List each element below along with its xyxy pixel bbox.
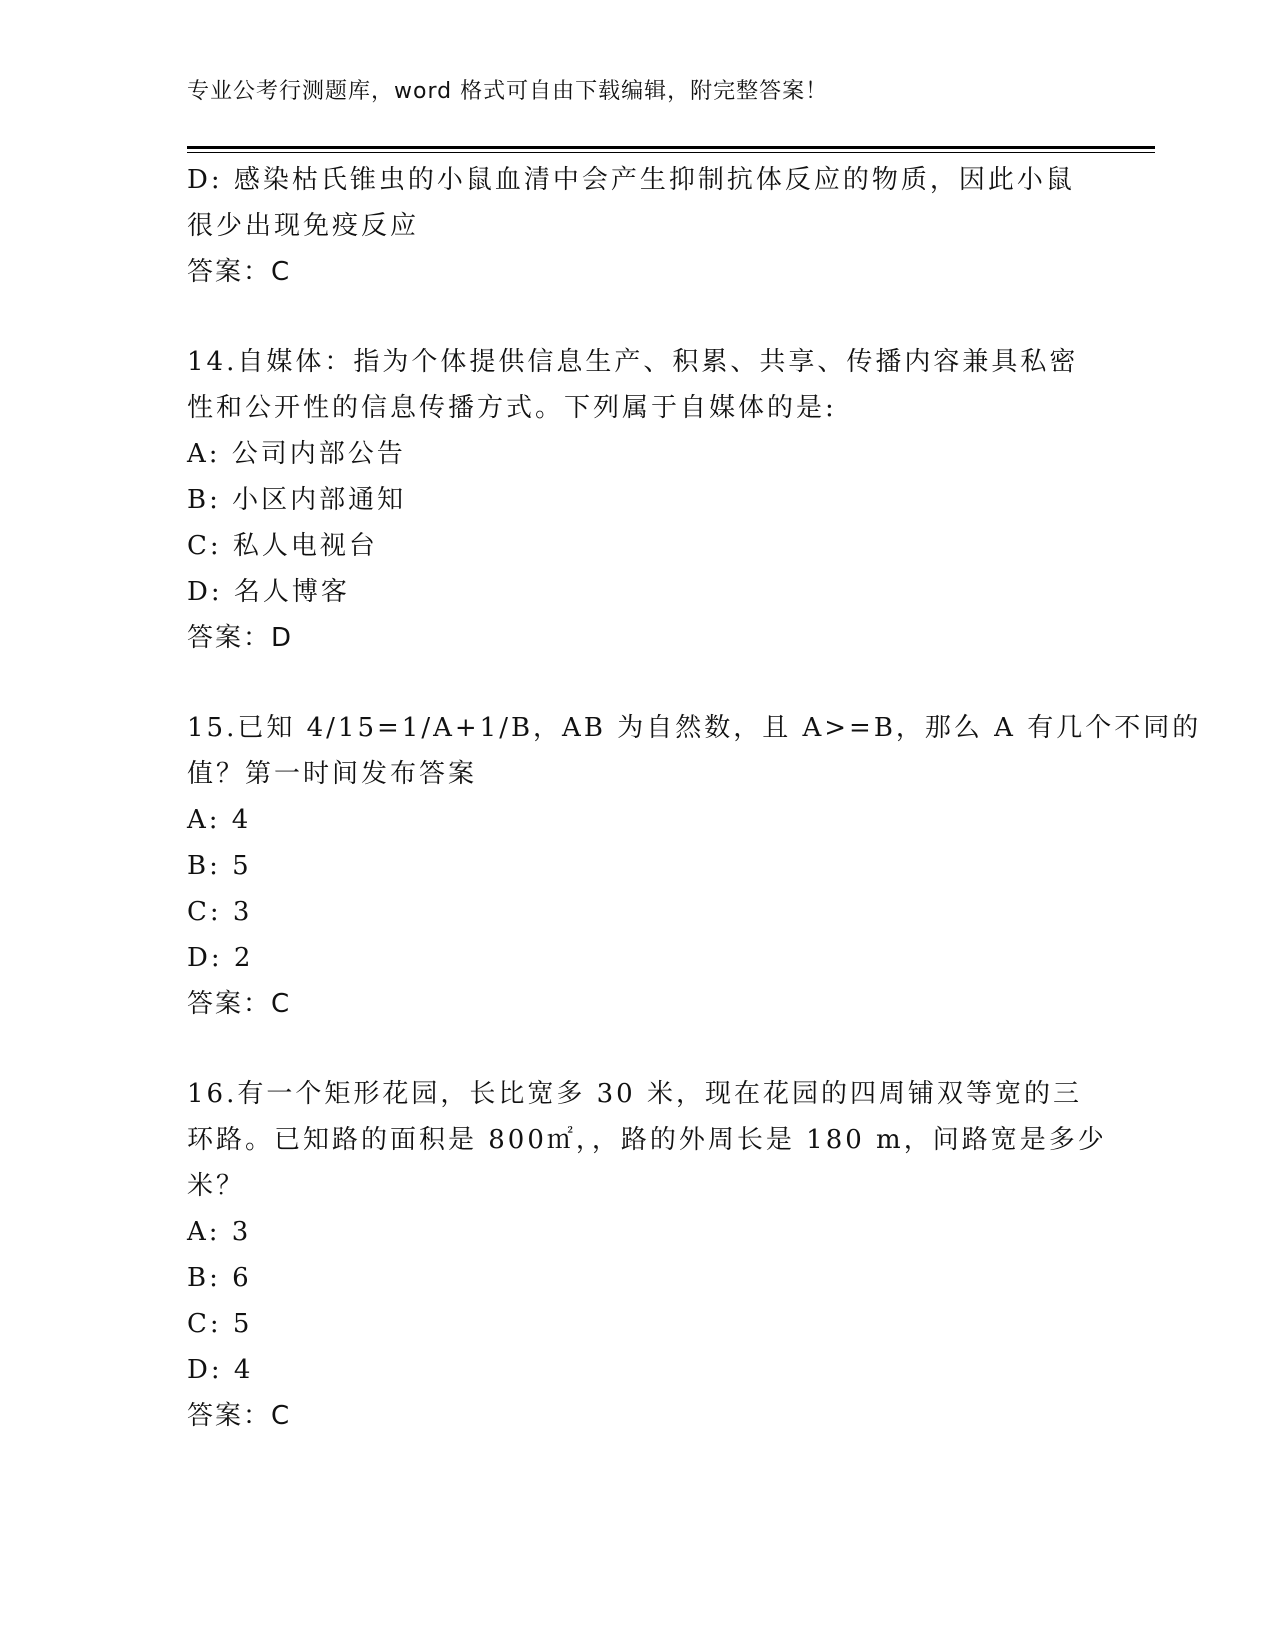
page-header: 专业公考行测题库，word 格式可自由下载编辑，附完整答案！ [187,79,829,104]
option-d: D: 名人博客 [187,577,350,607]
option-c: C: 私人电视台 [187,531,378,561]
answer-line: 答案：C [187,1401,292,1431]
question-stem-line: 14.自媒体：指为个体提供信息生产、积累、共享、传播内容兼具私密 [187,347,1079,377]
option-b: B: 5 [187,851,252,881]
option-b: B: 6 [187,1263,252,1293]
answer-line: 答案：C [187,989,292,1019]
question-15 [187,705,1202,1027]
question-stem-line: 15.已知 4/15=1/A+1/B，AB 为自然数，且 A>=B，那么 A 有几个不同的 [187,713,1202,743]
option-d-line: D: 感染枯氏锥虫的小鼠血清中会产生抑制抗体反应的物质，因此小鼠 [187,165,1075,195]
option-a: A: 公司内部公告 [187,439,406,469]
answer-line: 答案：D [187,623,294,653]
option-d: D: 4 [187,1355,254,1385]
question-16 [187,1071,1107,1439]
option-a: A: 3 [187,1217,252,1247]
question-14 [187,339,1087,661]
answer-line: 答案：C [187,257,292,287]
header-rule-thin [187,152,1155,153]
question-stem-line: 环路。已知路的面积是 800㎡，，路的外周长是 180 m，问路宽是多少 [187,1125,1107,1155]
question-stem-line: 16.有一个矩形花园，长比宽多 30 米，现在花园的四周铺双等宽的三 [187,1079,1082,1109]
option-c: C: 5 [187,1309,253,1339]
option-d: D: 2 [187,943,254,973]
carryover-question [187,157,1087,295]
question-stem-line: 米？ [187,1171,246,1201]
option-c: C: 3 [187,897,253,927]
option-b: B: 小区内部通知 [187,485,407,515]
question-content [187,157,1202,1439]
option-d-line: 很少出现免疫反应 [187,211,420,241]
question-stem-line: 值？第一时间发布答案 [187,759,478,789]
header-rule-thick [187,146,1155,149]
option-a: A: 4 [187,805,252,835]
question-stem-line: 性和公开性的信息传播方式。下列属于自媒体的是: [187,393,837,423]
